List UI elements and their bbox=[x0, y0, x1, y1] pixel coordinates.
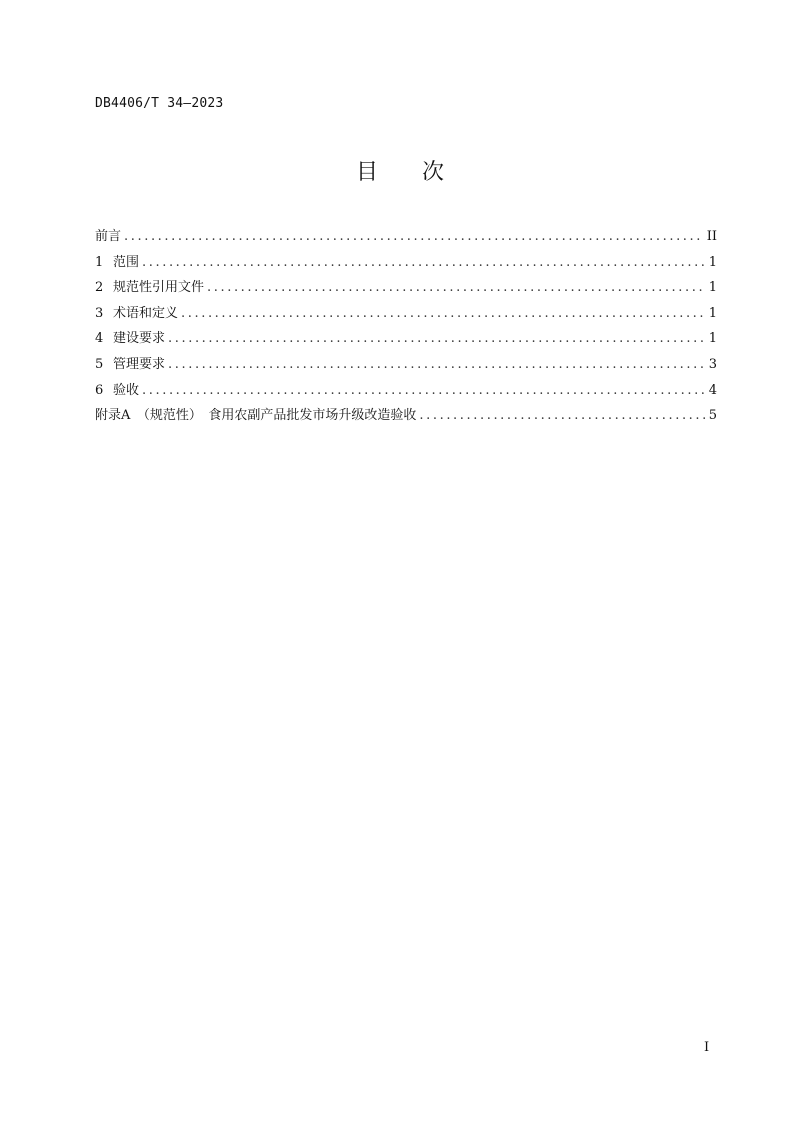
toc-entry-number: 1 bbox=[95, 254, 104, 270]
toc-leader-dots bbox=[142, 382, 706, 400]
toc-entry-acceptance[interactable] bbox=[95, 382, 717, 408]
toc-entry-page: 5 bbox=[708, 408, 717, 424]
toc-leader-dots bbox=[419, 407, 705, 425]
toc-entry-label: 建设要求 bbox=[113, 331, 166, 347]
toc-entry-scope[interactable] bbox=[95, 254, 717, 280]
toc-entry-number: 3 bbox=[95, 305, 104, 321]
toc-entry-label: 范围 bbox=[113, 254, 140, 270]
toc-entry-number: 2 bbox=[95, 280, 104, 296]
page-title: 目次 bbox=[355, 160, 488, 185]
toc-entry-foreword[interactable] bbox=[95, 228, 717, 254]
toc-entry-label: 验收 bbox=[113, 382, 140, 398]
toc-entry-management-requirements[interactable] bbox=[95, 356, 717, 382]
toc-leader-dots bbox=[124, 228, 704, 246]
page-number: I bbox=[704, 1040, 710, 1055]
toc-entry-page: 3 bbox=[708, 356, 717, 372]
toc-entry-page: 1 bbox=[708, 254, 717, 270]
toc-leader-dots bbox=[168, 356, 706, 374]
toc-entry-label: 前言 bbox=[95, 229, 122, 244]
toc-leader-dots bbox=[181, 305, 706, 323]
document-code: DB4406/T 34—2023 bbox=[95, 96, 224, 111]
toc-entry-terms-definitions[interactable] bbox=[95, 305, 717, 331]
toc-entry-page: 1 bbox=[708, 280, 717, 296]
toc-entry-appendix-a[interactable] bbox=[95, 407, 717, 433]
toc-leader-dots bbox=[168, 330, 706, 348]
toc-entry-page: 1 bbox=[708, 331, 717, 347]
toc-leader-dots bbox=[207, 279, 706, 297]
toc-entry-label: 术语和定义 bbox=[113, 305, 179, 321]
toc-entry-normative-references[interactable] bbox=[95, 279, 717, 305]
toc-entry-number: 4 bbox=[95, 331, 104, 347]
toc-entry-page: II bbox=[706, 229, 717, 244]
toc-entry-label: 规范性引用文件 bbox=[113, 280, 205, 296]
toc-leader-dots bbox=[142, 254, 706, 272]
toc-entry-number: 6 bbox=[95, 382, 104, 398]
toc-entry-page: 4 bbox=[708, 382, 717, 398]
toc-entry-label: 附录A （规范性） 食用农副产品批发市场升级改造验收 bbox=[95, 408, 417, 424]
toc-entry-number: 5 bbox=[95, 356, 104, 372]
toc-entry-page: 1 bbox=[708, 305, 717, 321]
toc-entry-label: 管理要求 bbox=[113, 356, 166, 372]
table-of-contents bbox=[95, 228, 717, 433]
toc-entry-construction-requirements[interactable] bbox=[95, 330, 717, 356]
